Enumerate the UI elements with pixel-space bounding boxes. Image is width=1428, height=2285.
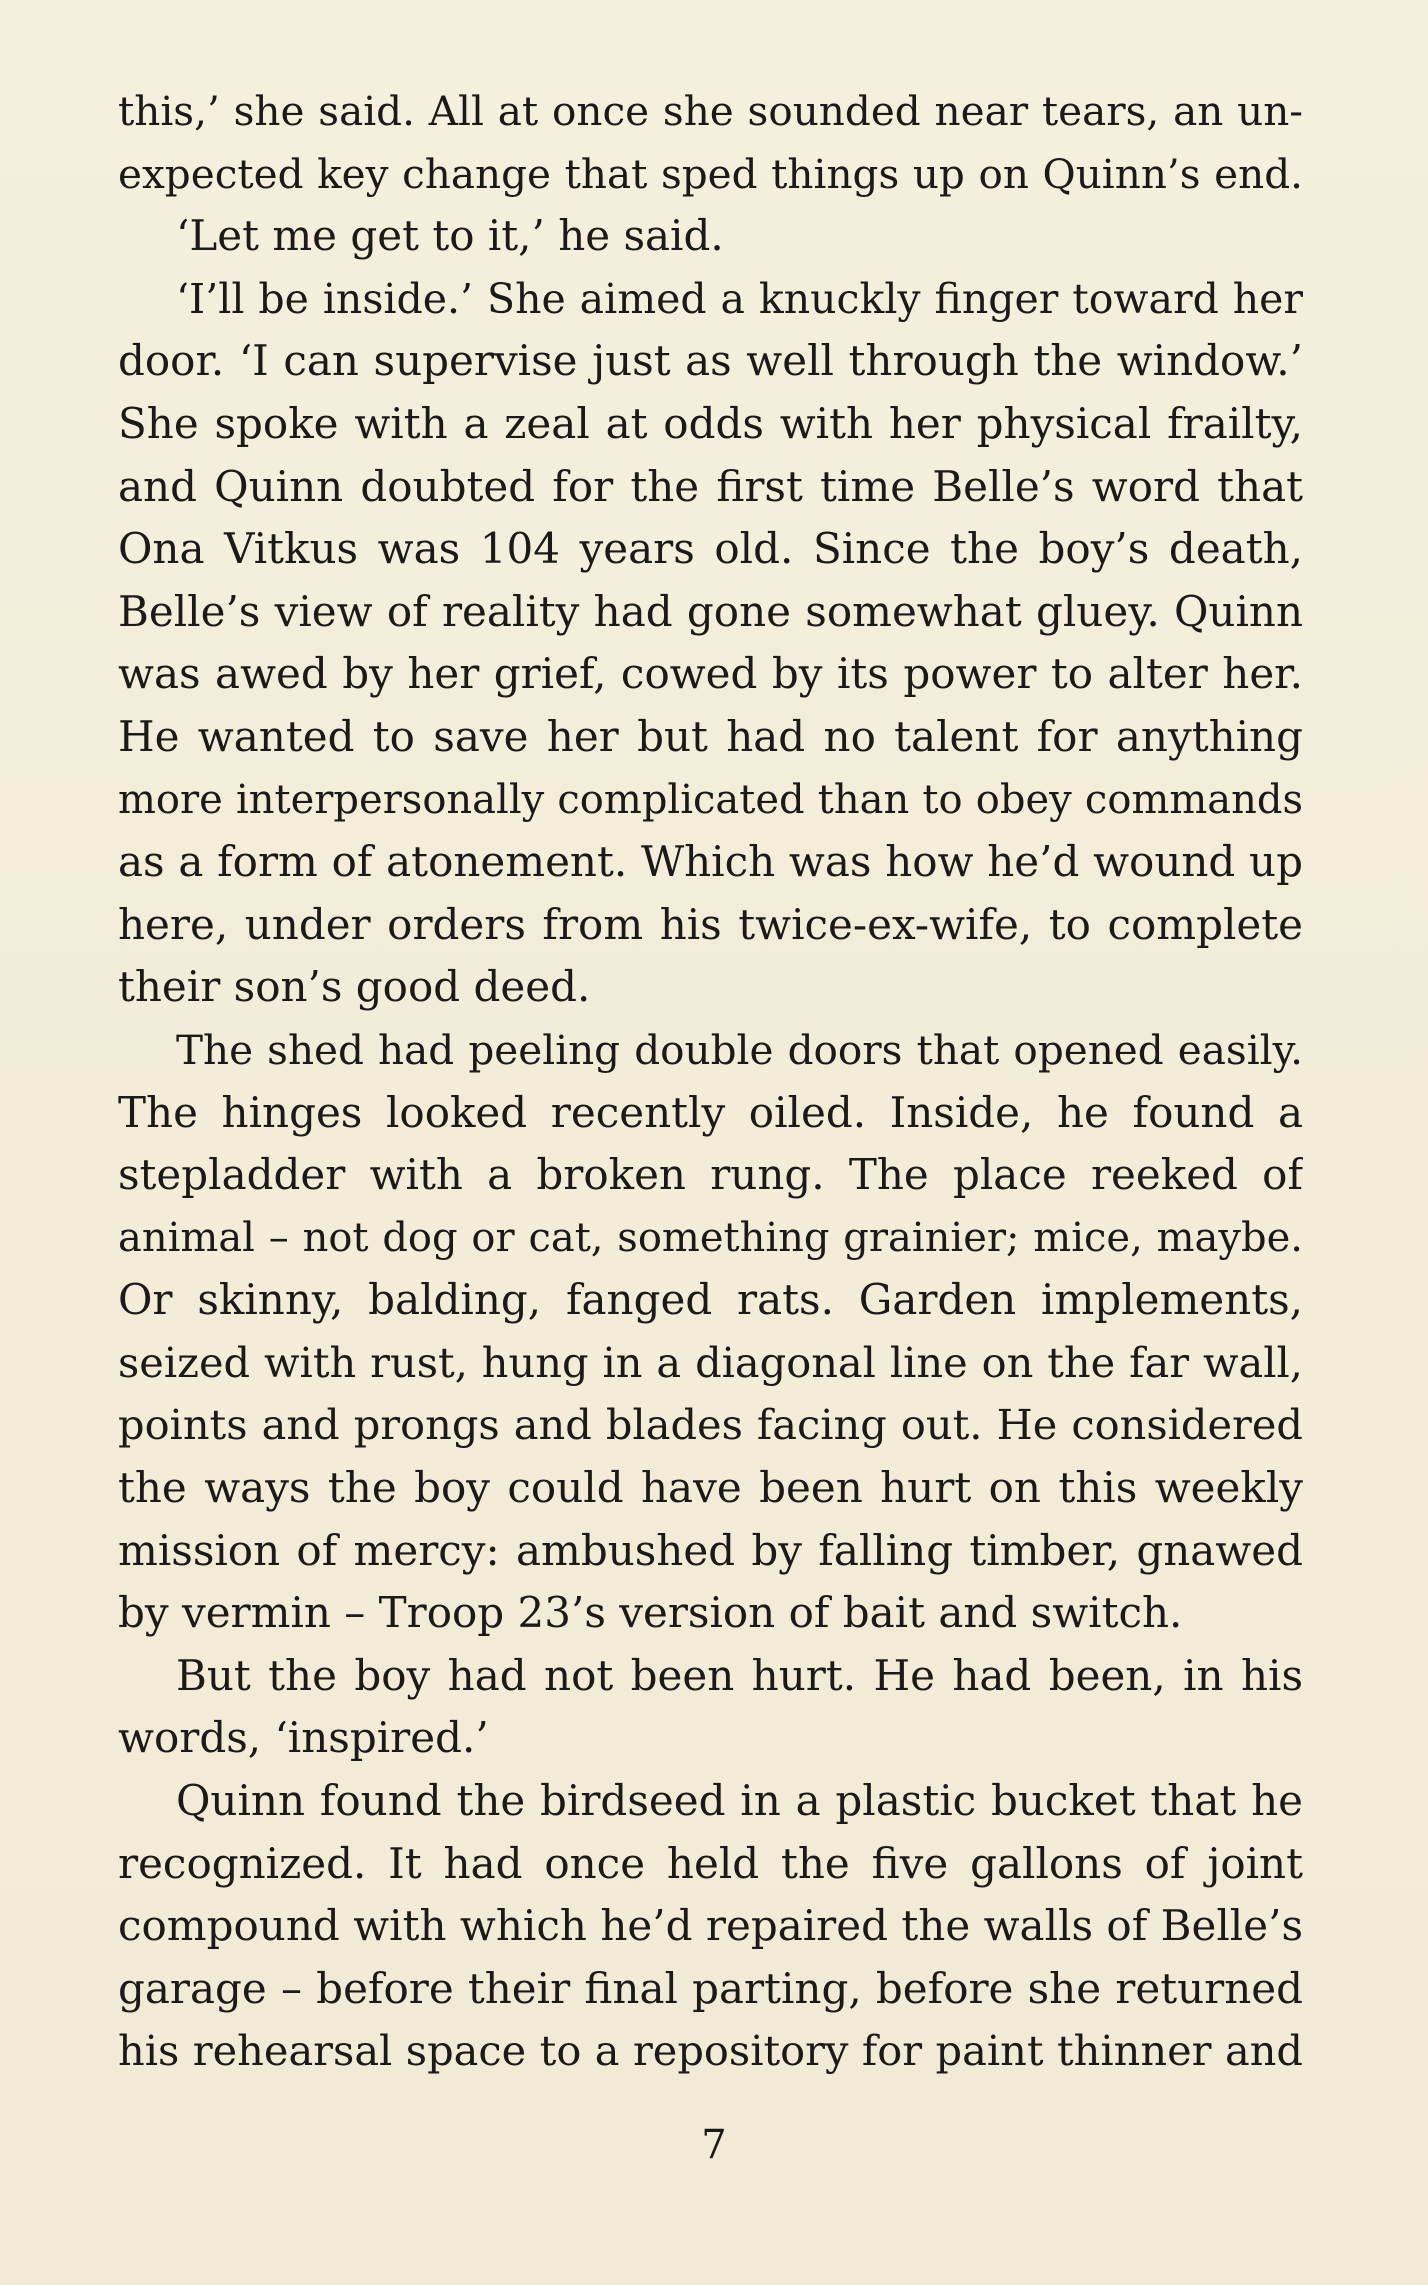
text-line: But the boy had not been hurt. He had been, in his <box>176 1650 1303 1700</box>
text-line: as a form of atonement. Which was how he’d wound up <box>118 837 1303 887</box>
text-line: He wanted to save her but had no talent for anything <box>118 711 1303 761</box>
text-line: recognized. It had once held the five gallons of joint <box>118 1838 1303 1888</box>
text-line: Or skinny, balding, fanged rats. Garden implements, <box>118 1275 1303 1325</box>
text-line: stepladder with a broken rung. The place reeked of <box>118 1150 1303 1200</box>
text-line: ‘Let me get to it,’ he said. <box>176 211 724 261</box>
text-line: and Quinn doubted for the first time Belle’s word that <box>118 461 1303 511</box>
text-line: animal – not dog or cat, something grainier; mice, maybe. <box>118 1214 1303 1261</box>
text-line: points and prongs and blades facing out. He considered <box>118 1400 1303 1450</box>
text-line: the ways the boy could have been hurt on this weekly <box>118 1463 1303 1513</box>
text-line: garage – before their final parting, before she returned <box>118 1963 1303 2013</box>
text-line: seized with rust, hung in a diagonal line on the far wall, <box>118 1337 1303 1387</box>
text-line: mission of mercy: ambushed by falling timber, gnawed <box>118 1525 1303 1575</box>
text-line: expected key change that sped things up on Quinn’s end. <box>118 149 1303 198</box>
text-line: door. ‘I can supervise just as well through the window.’ <box>118 336 1303 386</box>
text-line: by vermin – Troop 23’s version of bait and switch. <box>118 1588 1183 1638</box>
text-line: Belle’s view of reality had gone somewhat gluey. Quinn <box>118 586 1303 636</box>
page-number: 7 <box>701 2122 727 2168</box>
text-line: She spoke with a zeal at odds with her physical frailty, <box>118 398 1303 448</box>
text-line: The hinges looked recently oiled. Inside, he found a <box>118 1087 1303 1137</box>
text-line: here, under orders from his twice-ex-wife, to complete <box>118 899 1303 949</box>
text-line: ‘I’ll be inside.’ She aimed a knuckly finger toward her <box>176 274 1303 323</box>
text-line: was awed by her grief, cowed by its power to alter her. <box>118 649 1303 699</box>
text-line: compound with which he’d repaired the walls of Belle’s <box>118 1901 1303 1951</box>
text-line: his rehearsal space to a repository for paint thinner and <box>118 2026 1303 2076</box>
text-line: Quinn found the birdseed in a plastic bucket that he <box>176 1776 1303 1826</box>
text-line: Ona Vitkus was 104 years old. Since the boy’s death, <box>118 524 1303 574</box>
text-line: this,’ she said. All at once she sounded near tears, an un- <box>118 87 1303 135</box>
body-text <box>118 80 1303 2083</box>
text-line: their son’s good deed. <box>118 962 591 1012</box>
text-line: words, ‘inspired.’ <box>118 1713 489 1763</box>
text-line: more interpersonally complicated than to obey commands <box>118 776 1303 823</box>
text-line: The shed had peeling double doors that opened easily. <box>176 1025 1303 1074</box>
